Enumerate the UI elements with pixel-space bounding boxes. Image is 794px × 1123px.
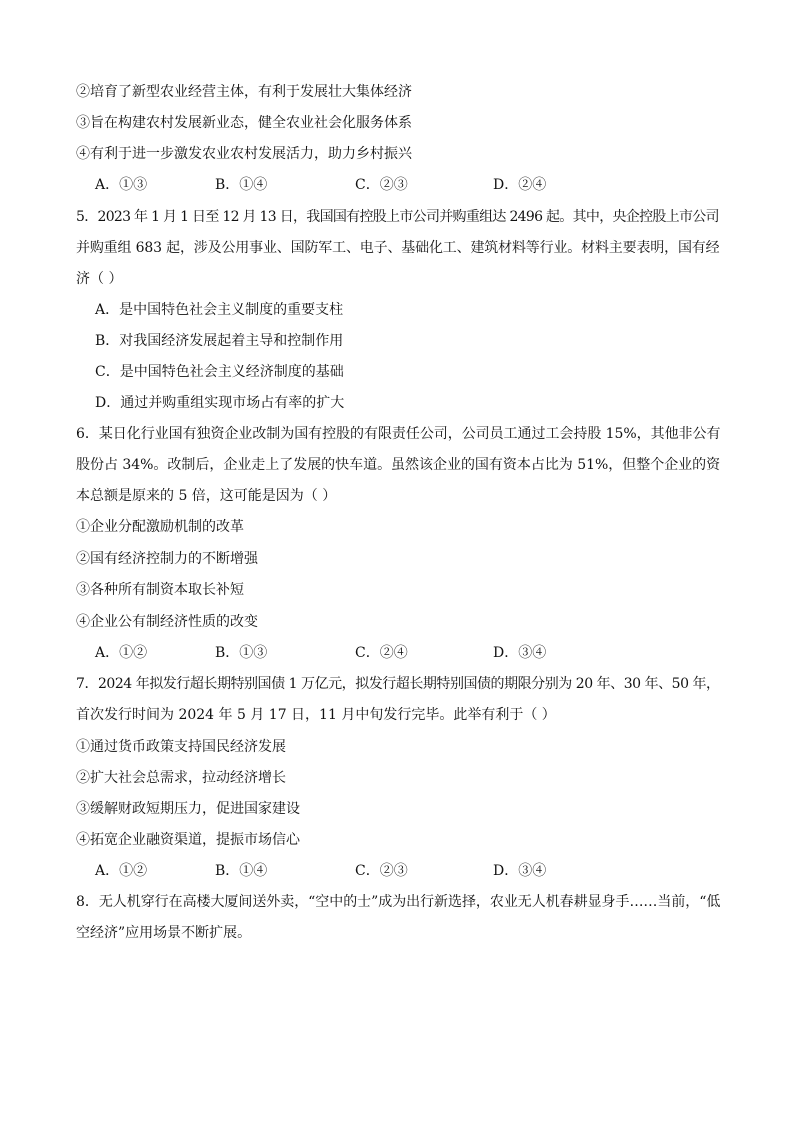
q7-choice-a: A．①② — [95, 863, 148, 879]
q4-choice-d: D．②④ — [493, 177, 547, 193]
q4-choice-b: B．①④ — [215, 177, 268, 193]
q4-choice-a: A．①③ — [95, 177, 148, 193]
q6-statement-1: ①企业分配激励机制的改革 — [76, 519, 244, 535]
q7-statement-1: ①通过货币政策支持国民经济发展 — [76, 739, 286, 755]
q8-stem-line-1: 8．无人机穿行在高楼大厦间送外卖，“空中的士”成为出行新选择，农业无人机春耕显身手……当前，“低 — [76, 894, 721, 910]
q4-statement-4: ④有利于进一步激发农业农村发展活力，助力乡村振兴 — [76, 146, 412, 162]
q5-stem-line-3: 济（ ） — [76, 271, 123, 287]
q7-statement-2: ②扩大社会总需求，拉动经济增长 — [76, 770, 286, 786]
q7-stem-line-2: 首次发行时间为 2024 年 5 月 17 日，11 月中旬发行完毕。此举有利于（ ） — [76, 707, 556, 723]
q7-choice-d: D．③④ — [493, 863, 547, 879]
q5-option-a: A．是中国特色社会主义制度的重要支柱 — [95, 302, 344, 318]
q4-statement-3: ③旨在构建农村发展新业态，健全农业社会化服务体系 — [76, 115, 412, 131]
q7-stem-line-1: 7．2024 年拟发行超长期特别国债 1 万亿元，拟发行超长期特别国债的期限分别为 20 年、30 年、50 年， — [76, 676, 720, 692]
q5-option-d: D．通过并购重组实现市场占有率的扩大 — [95, 395, 345, 411]
q8-stem-line-2: 空经济”应用场景不断扩展。 — [76, 925, 252, 941]
q6-statement-4: ④企业公有制经济性质的改变 — [76, 614, 258, 630]
q6-choice-c: C．②④ — [355, 645, 408, 661]
q4-statement-2: ②培育了新型农业经营主体，有利于发展壮大集体经济 — [76, 84, 412, 100]
q5-stem-line-2: 并购重组 683 起，涉及公用事业、国防军工、电子、基础化工、建筑材料等行业。材料主要表明，国有经 — [76, 240, 720, 256]
q5-option-b: B．对我国经济发展起着主导和控制作用 — [95, 333, 344, 349]
q6-stem-line-2: 股份占 34%。改制后，企业走上了发展的快车道。虽然该企业的国有资本占比为 51%，但整个企业的资 — [76, 457, 721, 473]
q6-choice-b: B．①③ — [215, 645, 268, 661]
q6-choice-a: A．①② — [95, 645, 148, 661]
q6-choice-d: D．③④ — [493, 645, 547, 661]
q6-stem-line-3: 本总额是原来的 5 倍，这可能是因为（ ） — [76, 488, 337, 504]
q7-statement-4: ④拓宽企业融资渠道，提振市场信心 — [76, 832, 300, 848]
q6-statement-3: ③各种所有制资本取长补短 — [76, 582, 244, 598]
q7-choice-b: B．①④ — [215, 863, 268, 879]
q5-option-c: C．是中国特色社会主义经济制度的基础 — [95, 364, 344, 380]
q7-choice-c: C．②③ — [355, 863, 408, 879]
q6-statement-2: ②国有经济控制力的不断增强 — [76, 551, 258, 567]
q6-stem-line-1: 6．某日化行业国有独资企业改制为国有控股的有限责任公司，公司员工通过工会持股 15%，其他非公有 — [76, 426, 721, 442]
q4-choice-c: C．②③ — [355, 177, 408, 193]
q5-stem-line-1: 5．2023 年 1 月 1 日至 12 月 13 日，我国国有控股上市公司并购重组达 2496 起。其中，央企控股上市公司 — [76, 209, 719, 225]
q7-statement-3: ③缓解财政短期压力，促进国家建设 — [76, 801, 300, 817]
